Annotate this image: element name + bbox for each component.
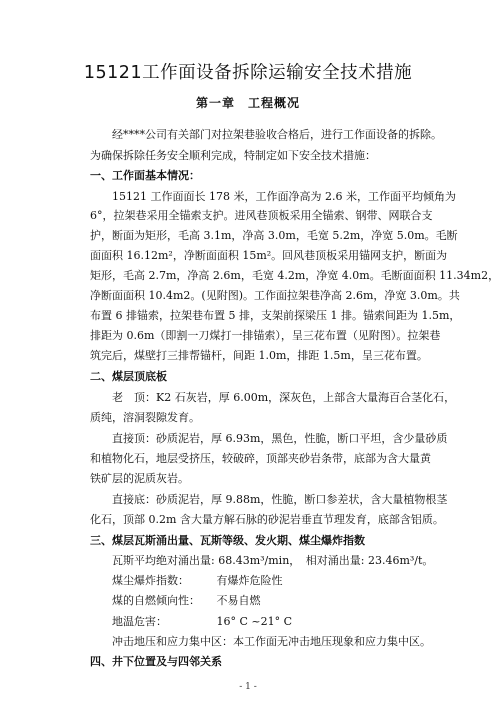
document-title: 15121工作面设备拆除运输安全技术措施 [83,63,413,83]
text-line: 冲击地压和应力集中区：本工作面无冲击地压现象和应力集中区。 [112,635,431,648]
text-line: 6°，拉架巷采用全锚索支护。进风巷顶板采用全锚索、钢带、网联合支 [90,209,433,222]
text-line: 净断面面积 10.4m2。(见附图)。工作面拉架巷净高 2.6m，净宽 3.0m。共 [90,289,460,302]
text-line: 布置 6 排锚索，拉架巷布置 5 排，支架前探梁压 1 排。锚索间距为 1.5m， [90,309,461,322]
section-heading: 二、煤层顶底板 [90,370,167,383]
text-line: 老 顶：K2 石灰岩，厚 6.00m，深灰色，上部含大量海百合茎化石， [112,391,456,404]
text-line: 和植物化石，地层受挤压，较破碎，顶部夹砂岩条带，底部为含大量黄 [90,452,431,465]
text-line: 化石，顶部 0.2m 含大量方解石脉的砂泥岩垂直节理发育，底部含铝质。 [90,513,444,526]
section-heading: 三、煤层瓦斯涌出量、瓦斯等级、发火期、煤尘爆炸指数 [90,534,365,547]
text-line: 护，断面为矩形，毛高 3.1m，净高 3.0m，毛宽 5.2m，净宽 5.0m。毛断 [90,229,458,242]
text-line: 经****公司有关部门对拉架巷验收合格后，进行工作面设备的拆除。 [112,128,442,141]
text-line: 直接底：砂质泥岩，厚 9.88m，性脆，断口参差状，含大量植物根茎 [112,493,448,506]
text-line: 煤尘爆炸指数： 有爆炸危险性 [112,574,283,587]
page-number: - 1 - [239,682,257,692]
text-line: 排距为 0.6m（即割一刀煤打一排锚索），呈三花布置（见附图）。拉架巷 [90,329,441,342]
section-heading: 一、工作面基本情况： [90,169,200,182]
text-line: 瓦斯平均绝对涌出量: 68.43m³/min， 相对涌出量: 23.46m³/t。 [112,554,434,567]
section-heading: 四、井下位置及与四邻关系 [90,655,222,668]
text-line: 铁矿层的泥质灰岩。 [90,472,189,485]
text-line: 直接顶：砂质泥岩，厚 6.93m，黑色，性脆，断口平坦，含少量砂质 [112,432,448,445]
text-line: 地温危害： 16° C ~21° C [112,615,293,628]
text-line: 筑完后，煤壁打三排帮锚杆，间距 1.0m，排距 1.5m，呈三花布置。 [90,349,428,362]
chapter-heading: 第一章 工程概况 [195,96,300,110]
text-line: 为确保拆除任务安全顺利完成，特制定如下安全技术措施： [90,149,376,162]
text-line: 面面积 16.12m²，净断面面积 15m²。回风巷顶板采用锚网支护，断面为 [90,249,448,262]
text-line: 质纯，溶洞裂隙发育。 [90,411,200,424]
text-line: 煤的自燃倾向性： 不易自燃 [112,594,261,607]
text-line: 矩形，毛高 2.7m，净高 2.6m，毛宽 4.2m，净宽 4.0m。毛断面面积 11.34m2， [90,269,499,282]
text-line: 15121 工作面面长 178 米，工作面净高为 2.6 米，工作面平均倾角为 [112,190,456,203]
